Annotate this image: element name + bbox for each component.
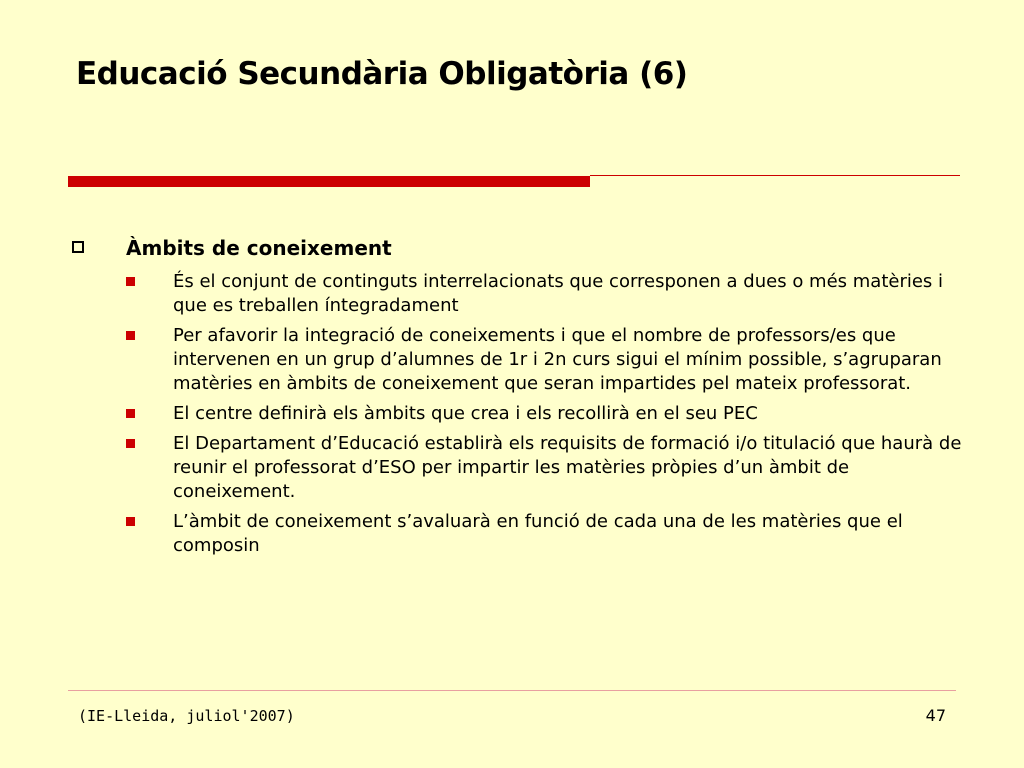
sub-bullet-item	[70, 402, 960, 426]
sub-bullet-text: L’àmbit de coneixement s’avaluarà en funció de cada una de les matèries que el composin	[173, 511, 903, 556]
sub-bullet-item	[70, 324, 960, 396]
title-underline-thin	[590, 175, 960, 176]
title-underline-thick	[68, 176, 590, 187]
footer-divider	[68, 690, 956, 691]
sub-bullet-item	[70, 510, 960, 558]
footer-source: (IE-Lleida, juliol'2007)	[78, 707, 295, 725]
sub-bullet-text: Per afavorir la integració de coneixements i que el nombre de professors/es que intervenen en un grup d’alumnes de 1r i 2n curs sigui el mínim possible, s’agruparan matèries en àmbits de coneixement que seran impartides pel mateix professorat.	[173, 325, 942, 394]
red-square-bullet-icon	[126, 331, 135, 340]
slide-title: Educació Secundària Obligatòria (6)	[76, 56, 688, 92]
main-bullet-text: Àmbits de coneixement	[126, 236, 392, 260]
red-square-bullet-icon	[126, 517, 135, 526]
sub-bullet-item	[70, 432, 960, 504]
sub-bullet-text: És el conjunt de continguts interrelacionats que corresponen a dues o més matèries i que es treballen íntegradament	[173, 271, 944, 316]
main-bullet-item	[70, 234, 960, 262]
sub-bullet-list	[70, 270, 960, 558]
sub-bullet-item	[70, 270, 960, 318]
hollow-square-bullet-icon	[72, 241, 84, 253]
slide-content	[70, 234, 960, 564]
page-number: 47	[925, 706, 946, 725]
red-square-bullet-icon	[126, 409, 135, 418]
red-square-bullet-icon	[126, 277, 135, 286]
sub-bullet-text: El Departament d’Educació establirà els requisits de formació i/o titulació que haurà de reunir el professorat d’ESO per impartir les matèries pròpies d’un àmbit de coneixement.	[173, 433, 962, 502]
red-square-bullet-icon	[126, 439, 135, 448]
sub-bullet-text: El centre definirà els àmbits que crea i els recollirà en el seu PEC	[173, 403, 758, 424]
